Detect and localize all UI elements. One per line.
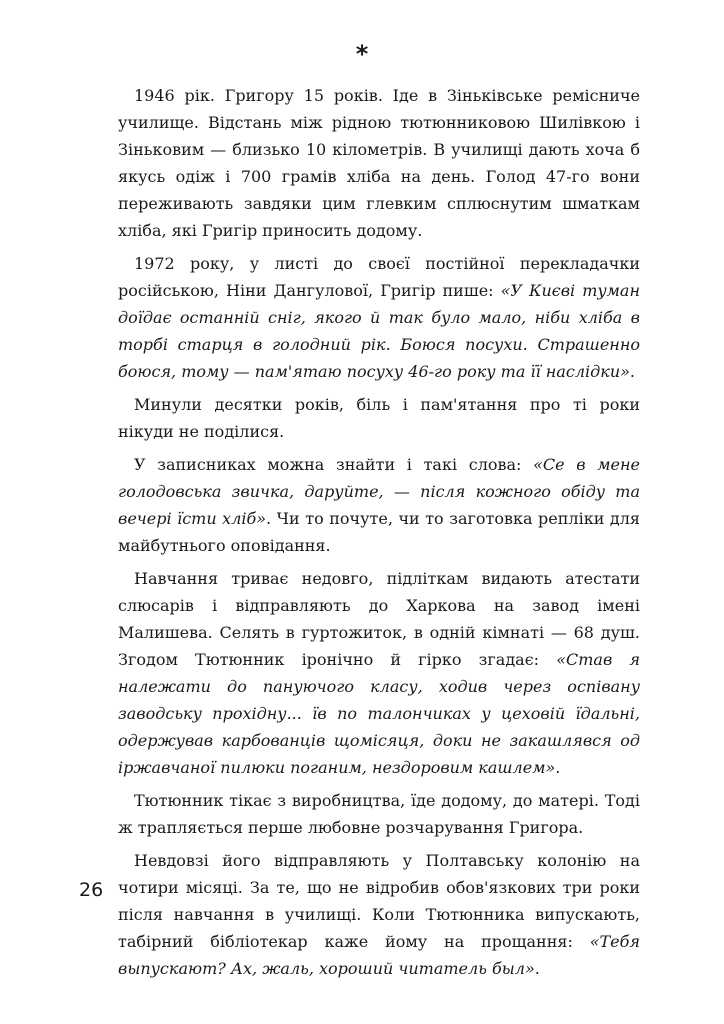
- body-text: [118, 82, 640, 988]
- paragraph-text: 1946 рік. Григору 15 років. Іде в Зіньківське ремісниче училище. Відстань між рідною тютюнниковою Шилівкою і Зіньковим — близько 10 кілометрів. В училищі дають хоча б якусь одіж і 700 грамів хліба на день. Голод 47-го вони переживають завдяки цим глевким сплюснутим шматкам хліба, які Григір приносить додому.: [118, 86, 640, 240]
- paragraph-poltava-colony: [118, 847, 640, 982]
- quotation: «Се в мене голодовська звичка, даруйте, — після кожного обіду та вечері їсти хліб»: [118, 455, 640, 528]
- paragraph-text: Минули десятки років, біль і пам'ятання про ті роки нікуди не поділися.: [118, 395, 640, 441]
- paragraph-text-end: .: [555, 758, 561, 777]
- page-number: 26: [79, 879, 104, 901]
- paragraph-text: Навчання триває недовго, підліткам видають атестати слюсарів і відправляють до Харкова на завод імені Малишева. Селять в гуртожиток, в одній кімнаті — 68 душ. Згодом Тютюнник іронічно й гірко згадає:: [118, 569, 640, 669]
- paragraph-text: У записниках можна знайти і такі слова:: [134, 455, 534, 474]
- paragraph-text: Тютюнник тікає з виробництва, їде додому, до матері. Тоді ж трапляється перше любовне розчарування Григора.: [118, 791, 640, 837]
- paragraph-text: Невдовзі його відправляють у Полтавську колонію на чотири місяці. За те, що не відробив обов'язкових три роки після навчання в училищі. Коли Тютюнника випускають, табірний бібліотекар каже йому на прощання:: [118, 851, 640, 951]
- section-separator-asterisk: *: [355, 40, 369, 68]
- paragraph-text-end: . Чи то почуте, чи то заготовка репліки для майбутнього оповідання.: [118, 509, 640, 555]
- paragraph-decades: [118, 391, 640, 445]
- paragraph-notebooks: [118, 451, 640, 559]
- quotation: «Став я належати до пануючого класу, ходив через оспівану заводську прохідну... їв по талончиках у цеховій їдальні, одержував карбованців щомісяця, доки не закашлявся од іржавчаної пилюки поганим, нездоровим кашлем»: [118, 650, 641, 777]
- paragraph-text-end: .: [534, 959, 540, 978]
- quotation: «У Києві туман доїдає останній сніг, якого й так було мало, ніби хліба в торбі старця в голодний рік. Боюся посухи. Страшенно боюся, тому — пам'ятаю посуху 46-го року та її наслідки»: [118, 281, 641, 381]
- paragraph-text-end: .: [629, 362, 635, 381]
- paragraph-letter-1972: [118, 250, 640, 385]
- paragraph-escape-home: [118, 787, 640, 841]
- paragraph-text: 1972 року, у листі до своєї постійної перекладачки російською, Ніни Дангулової, Григір пише:: [118, 254, 640, 300]
- paragraph-kharkiv-factory: [118, 565, 640, 781]
- quotation: «Тебя выпускают? Ах, жаль, хороший читатель был»: [118, 932, 640, 978]
- paragraph-1946: [118, 82, 640, 244]
